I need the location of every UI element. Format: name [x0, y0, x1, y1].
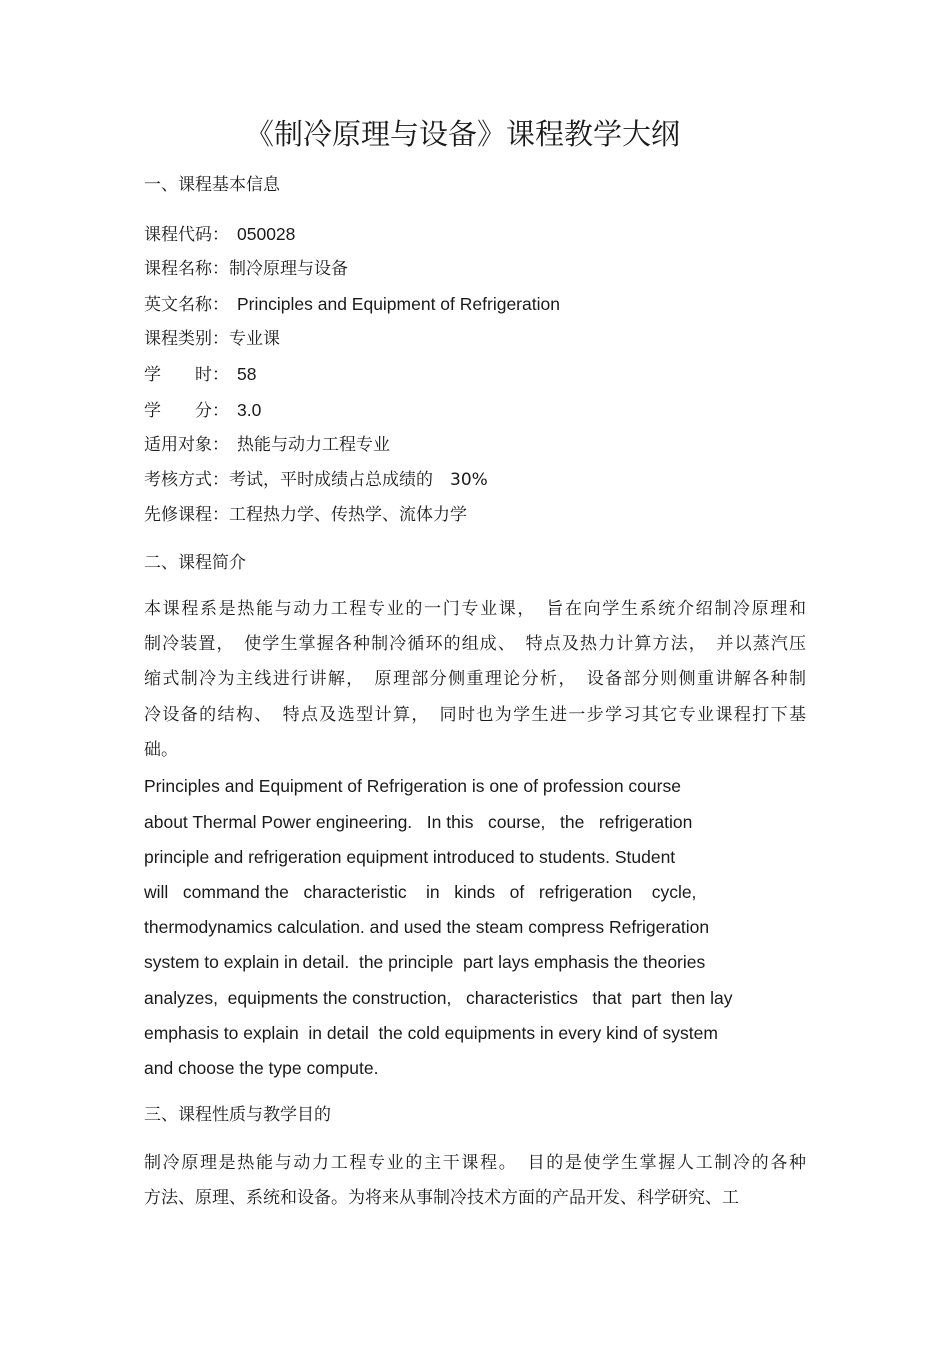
info-value: 58: [237, 364, 257, 384]
info-value: 专业课: [229, 329, 280, 349]
info-label: 学 分：: [144, 401, 229, 421]
info-value: Principles and Equipment of Refrigeration: [237, 294, 560, 314]
intro-en-line: will command the characteristic in kinds of refrigeration cycle,: [144, 882, 697, 902]
info-row-audience: [144, 433, 390, 457]
info-value: 050028: [237, 224, 296, 244]
page-title: 《制冷原理与设备》课程教学大纲: [244, 117, 680, 151]
info-value: 制冷原理与设备: [229, 259, 348, 279]
section-heading-basic-info: 一、课程基本信息: [144, 175, 280, 195]
info-label: 适用对象：: [144, 435, 229, 455]
info-label: 先修课程：: [144, 505, 229, 525]
info-row-course-name: [144, 257, 348, 281]
info-value: 考试，平时成绩占总成绩的 30%: [229, 470, 488, 490]
intro-en-line: thermodynamics calculation. and used the steam compress Refrigeration: [144, 917, 710, 937]
info-label: 英文名称：: [144, 295, 229, 315]
intro-cn-line: 础。: [144, 740, 178, 760]
info-row-course-code: [144, 222, 295, 247]
info-row-english-name: [144, 292, 560, 317]
info-row-hours: [144, 362, 256, 387]
intro-en-line: analyzes, equipments the construction, characteristics that part then lay: [144, 988, 733, 1008]
info-row-credits: [144, 398, 261, 423]
info-label: 学 时：: [144, 365, 229, 385]
info-value: 热能与动力工程专业: [237, 435, 390, 455]
info-label: 考核方式：: [144, 470, 229, 490]
purpose-cn-line: 方法、原理、系统和设备。为将来从事制冷技术方面的产品开发、科学研究、工: [144, 1188, 739, 1208]
section-heading-intro: 二、课程简介: [144, 553, 246, 573]
info-value: 3.0: [237, 400, 262, 420]
intro-en-line: principle and refrigeration equipment introduced to students. Student: [144, 847, 676, 867]
intro-cn-line: 制冷装置， 使学生掌握各种制冷循环的组成、 特点及热力计算方法， 并以蒸汽压: [144, 634, 806, 654]
info-value: 工程热力学、传热学、流体力学: [229, 505, 467, 525]
intro-cn-line: 冷设备的结构、 特点及选型计算， 同时也为学生进一步学习其它专业课程打下基: [144, 705, 806, 725]
intro-en-line: and choose the type compute.: [144, 1058, 379, 1078]
purpose-cn-line: 制冷原理是热能与动力工程专业的主干课程。 目的是使学生掌握人工制冷的各种: [144, 1153, 806, 1173]
info-row-course-category: [144, 327, 280, 351]
intro-en-line: system to explain in detail. the principle part lays emphasis the theories: [144, 952, 706, 972]
info-label: 课程名称：: [144, 259, 229, 279]
info-label: 课程类别：: [144, 329, 229, 349]
section-heading-nature-purpose: 三、课程性质与教学目的: [144, 1105, 331, 1125]
intro-cn-line: 本课程系是热能与动力工程专业的一门专业课， 旨在向学生系统介绍制冷原理和: [144, 599, 806, 619]
intro-en-line: emphasis to explain in detail the cold equipments in every kind of system: [144, 1023, 718, 1043]
info-row-prerequisites: [144, 503, 467, 527]
intro-en-line: about Thermal Power engineering. In this course, the refrigeration: [144, 812, 693, 832]
intro-en-line: Principles and Equipment of Refrigeration is one of profession course: [144, 776, 681, 796]
intro-cn-line: 缩式制冷为主线进行讲解， 原理部分侧重理论分析， 设备部分则侧重讲解各种制: [144, 669, 806, 689]
info-row-assessment: [144, 468, 488, 492]
info-label: 课程代码：: [144, 225, 229, 245]
